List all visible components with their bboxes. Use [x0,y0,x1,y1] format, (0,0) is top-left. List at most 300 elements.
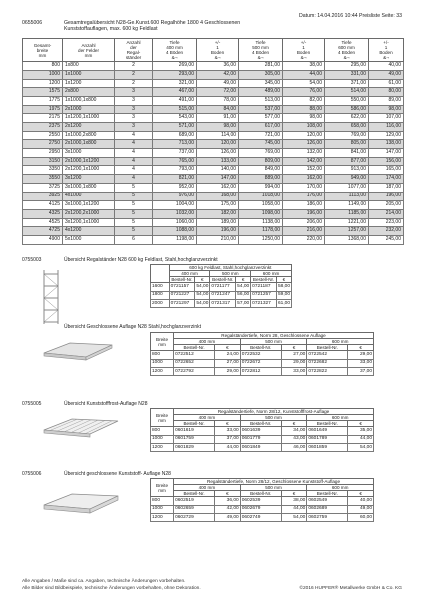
table-cell: 1221,00 [325,218,369,227]
table-cell: 1058,00 [239,201,283,210]
table-row [23,149,404,158]
table-row [23,70,404,79]
table-cell: 2x1200,2x1000 [63,209,115,218]
table-cell: 29,00 [281,359,307,367]
table-cell: 769,00 [325,131,369,140]
table-cell: 952,00 [153,183,197,192]
table-cell: 129,00 [369,131,404,140]
table-cell: 769,00 [239,149,283,158]
order-number-header: Bestell-Nr. [174,345,215,351]
table-cell: 33,00 [281,367,307,375]
table-cell: 40,00 [348,497,374,505]
table-cell: 0602679 [240,505,281,513]
table-cell: 38,00 [283,62,325,71]
table-cell: 120,00 [283,131,325,140]
table-cell: 4 [115,166,153,175]
table-cell: 162,00 [197,183,239,192]
table-row [23,88,404,97]
table-cell: 4325 [23,209,63,218]
table-row [151,497,374,505]
table-cell: 0721327 [251,299,277,307]
table-cell: 1138,00 [239,218,283,227]
table-cell: 1185,00 [325,209,369,218]
table-cell: 1250,00 [239,235,283,244]
table-cell: 0601849 [240,443,281,451]
section-3-table [150,408,374,452]
table-cell: 2x1000,1x800 [63,140,115,149]
table-cell: 0721157 [169,283,195,291]
table-cell: 186,00 [283,201,325,210]
table-cell: 140,00 [197,166,239,175]
table-cell: 3 [115,114,153,123]
table-cell: 196,00 [369,192,404,201]
table-row [151,351,374,359]
section-1-description: Übersicht Regalständer N28 600 kg Feldlast, Stahl,hochglanzverzinkt [64,257,218,263]
table-cell: 189,00 [197,218,239,227]
table-cell: 34,00 [281,427,307,435]
table-cell: 4125 [23,201,63,210]
table-cell: 206,00 [283,218,325,227]
table-cell: 2950 [23,149,63,158]
table-cell: 214,00 [369,209,404,218]
table-cell: 82,00 [283,96,325,105]
table-cell: 89,00 [369,96,404,105]
table-cell: 43,00 [281,435,307,443]
price-header: € [281,345,307,351]
table-cell: 293,00 [153,70,197,79]
table-cell: 0722682 [307,359,348,367]
table-row [151,299,292,307]
depth-header: 400 mm [174,485,241,491]
table-cell: 2 [115,62,153,71]
main-table-header-cell: +/- 1 Boden &¬ [369,39,404,62]
table-cell: 44,00 [215,443,241,451]
table-cell: 0601859 [307,443,348,451]
table-cell: 976,00 [153,192,197,201]
table-cell: 84,00 [197,105,239,114]
table-cell: 54,00 [281,513,307,521]
table-cell: 37,00 [215,435,241,443]
table-cell: 0601789 [307,435,348,443]
table-cell: 98,00 [283,114,325,123]
table-cell: 0602749 [240,513,281,521]
depth-header: 500 mm [240,485,307,491]
section-1-table [150,264,292,308]
table-cell: 132,00 [283,149,325,158]
table-row [151,435,374,443]
table-cell: 176,00 [283,192,325,201]
table-cell: 586,00 [325,105,369,114]
table-cell: 577,00 [239,114,283,123]
table-cell: 162,00 [283,175,325,184]
main-table-header-cell: +/- 1 Boden &¬ [283,39,325,62]
table-cell: 0722792 [174,367,215,375]
table-cell: 2375 [23,123,63,132]
shelf-ladder-image [38,268,68,326]
table-cell: 5 [115,209,153,218]
table-cell: 269,00 [153,62,197,71]
table-cell: 46,00 [281,443,307,451]
table-cell: 4525 [23,218,63,227]
table-cell: 1x1000,1x800 [63,96,115,105]
depth-header: 500 mm [210,271,251,277]
table-cell: 0721227 [169,291,195,299]
table-cell: 116,00 [369,123,404,132]
table-cell: 295,00 [325,62,369,71]
table-cell: 1775 [23,96,63,105]
table-cell: 1000 [23,70,63,79]
section-2-table [150,332,374,376]
table-row [151,283,292,291]
table-cell: 0722652 [174,359,215,367]
main-table-header-cell: Gesamt- breite mm [23,39,63,62]
table-cell: 1032,00 [153,209,197,218]
order-number-header: Bestell-Nr. [240,491,281,497]
table-cell: 0602659 [174,505,215,513]
table-cell: 689,00 [153,131,197,140]
table-cell: 170,00 [283,183,325,192]
depth-header: 400 mm [174,339,241,345]
sub-table-title: 600 kg Feldlast, Stahl,hochglanzverzinkt [169,265,291,271]
table-row [23,62,404,71]
table-cell: 0722812 [240,367,281,375]
price-header: € [215,421,241,427]
table-cell: 1088,00 [153,227,197,236]
table-cell: 0721247 [210,291,236,299]
table-cell: 3x1000,1x1200 [63,201,115,210]
section-1-article: 0755003 [22,257,42,263]
table-cell: 59,00 [277,292,290,298]
section-4-description: Übersicht geschlossene Kunststoff- Auflage N28 [64,471,171,477]
table-cell: 345,00 [239,79,283,88]
table-cell: 147,00 [197,175,239,184]
table-cell: 36,00 [215,497,241,505]
table-cell: 0602759 [307,513,348,521]
table-cell: 6 [115,235,153,244]
main-table-header-cell: Anzahl der Regal- ständer [115,39,153,62]
sub-table-title: Regalständertiefe, Norm 28, Geschlossene Auflage [174,333,374,339]
table-cell: 0602519 [174,497,215,505]
table-cell: 849,00 [239,166,283,175]
table-cell: 2x1200,1x1000 [63,166,115,175]
table-cell: 35,00 [348,427,374,435]
order-number-header: Bestell-Nr. [174,491,215,497]
table-cell: 182,00 [197,209,239,218]
table-cell: 0722532 [240,351,281,359]
table-cell: 3925 [23,192,63,201]
table-cell: 133,00 [197,157,239,166]
table-cell: 220,00 [283,235,325,244]
table-cell: 126,00 [197,149,239,158]
breite-header: Breite mm [151,333,174,351]
table-cell: 29,00 [348,351,374,359]
table-cell: 107,00 [369,114,404,123]
table-cell: 889,00 [239,175,283,184]
table-cell: 232,00 [369,227,404,236]
order-number-header: Bestell-Nr. [251,277,277,283]
depth-header: 500 mm [240,415,307,421]
table-cell: 3725 [23,183,63,192]
closed-plastic-shelf-image [38,488,122,518]
table-cell: 305,00 [239,70,283,79]
table-cell: 78,00 [197,96,239,105]
table-cell: 0722512 [174,351,215,359]
table-cell: 0601829 [174,443,215,451]
table-cell: 147,00 [369,149,404,158]
table-cell: 108,00 [283,123,325,132]
table-cell: 72,00 [197,88,239,97]
table-cell: 0601779 [240,435,281,443]
table-cell: 3x1000 [63,149,115,158]
table-cell: 61,00 [369,79,404,88]
table-row [23,79,404,88]
price-header: € [215,491,241,497]
table-cell: 2000 [151,299,170,307]
section-4-table [150,478,374,522]
section-3-description: Übersicht Kunststofffrost-Auflage N28 [64,401,148,407]
table-cell: 800 [23,62,63,71]
table-cell: 44,00 [348,435,374,443]
table-row [23,201,404,210]
table-cell: 210,00 [197,235,239,244]
table-cell: 805,00 [325,140,369,149]
table-cell: 5 [115,192,153,201]
table-cell: 4 [115,140,153,149]
table-cell: 515,00 [153,105,197,114]
table-cell: 3x1200 [63,175,115,184]
table-cell: 138,00 [369,140,404,149]
main-table-header-cell: Anzahl der Felder mm [63,39,115,62]
table-cell: 4900 [23,235,63,244]
depth-header: 600 mm [307,485,374,491]
table-cell: 0721297 [169,299,195,307]
table-cell: 24,00 [215,351,241,359]
table-row [23,131,404,140]
table-cell: 1x1200 [63,79,115,88]
table-cell: 0602689 [307,505,348,513]
table-cell: 821,00 [153,175,197,184]
table-cell: 3 [115,88,153,97]
table-cell: 126,00 [283,140,325,149]
table-cell: 543,00 [153,114,197,123]
table-cell: 2550 [23,131,63,140]
table-cell: 54,00 [196,300,209,306]
table-row [151,513,374,521]
table-cell: 1004,00 [153,201,197,210]
table-cell: 1000 [151,435,174,443]
table-cell: 800 [151,427,174,435]
section-3-article: 0755005 [22,401,42,407]
table-cell: 617,00 [239,123,283,132]
table-cell: 168,00 [197,192,239,201]
main-table-header-row [23,39,404,62]
table-cell: 37,00 [348,367,374,375]
table-cell: 1000 [151,505,174,513]
table-cell: 0601759 [174,435,215,443]
table-cell: 142,00 [283,157,325,166]
table-cell: 4 [115,131,153,140]
price-header: € [236,277,251,283]
footer-line-2: Alle Bilder sind Bildbeispiele, technische Änderungen vorbehalten, ohne Dekoration. [22,586,201,591]
table-cell: 765,00 [153,157,197,166]
table-cell: 1178,00 [239,227,283,236]
table-cell: 152,00 [283,166,325,175]
table-cell: 36,00 [197,62,239,71]
order-number-header: Bestell-Nr. [210,277,236,283]
table-cell: 4 [115,175,153,184]
table-cell: 54,00 [283,79,325,88]
table-cell: 27,00 [281,351,307,359]
table-cell: 58,00 [277,284,290,290]
table-cell: 54,00 [348,443,374,451]
table-cell: 1098,00 [239,209,283,218]
main-table-header-cell: Tiefe 600 mm 4 Böden &¬ [325,39,369,62]
price-header: € [281,491,307,497]
table-row [23,227,404,236]
corner-cell [151,265,170,283]
depth-header: 600 mm [307,339,374,345]
table-cell: 4 [115,157,153,166]
table-cell: 0601649 [307,427,348,435]
table-row [151,427,374,435]
table-row [23,105,404,114]
table-cell: 5x1000 [63,235,115,244]
table-cell: 0601619 [174,427,215,435]
table-cell: 514,00 [325,88,369,97]
table-cell: 281,00 [239,62,283,71]
table-cell: 2x1200 [63,123,115,132]
table-cell: 5 [115,218,153,227]
table-cell: 1257,00 [325,227,369,236]
table-row [23,235,404,244]
footer-line-1: Alle Angaben / Maße sind ca. Angaben, technische Änderungen vorbehalten. [22,579,186,584]
sub-table-title: Regalständertiefe, Norm 28/12, Geschlossene Kunststoff-Auflage [174,479,374,485]
footer-copyright: ©2016 HUPFER® Metallwerke GmbH & Co. KG [299,586,402,591]
table-cell: 40,00 [369,62,404,71]
price-header: € [276,277,291,283]
table-cell: 4x1000 [63,192,115,201]
table-cell: 1060,00 [153,218,197,227]
table-cell: 187,00 [369,183,404,192]
table-cell: 1198,00 [153,235,197,244]
table-row [23,157,404,166]
table-cell: 196,00 [283,209,325,218]
table-cell: 2 [115,70,153,79]
table-cell: 2 [115,79,153,88]
table-cell: 88,00 [283,105,325,114]
table-cell: 165,00 [369,166,404,175]
order-number-header: Bestell-Nr. [174,421,215,427]
table-cell: 809,00 [239,157,283,166]
table-cell: 658,00 [325,123,369,132]
table-cell: 196,00 [197,227,239,236]
table-cell: 793,00 [153,166,197,175]
table-cell: 800 [151,351,174,359]
table-cell: 321,00 [153,79,197,88]
table-cell: 622,00 [325,114,369,123]
table-cell: 33,00 [348,359,374,367]
table-cell: 537,00 [239,105,283,114]
table-cell: 56,00 [237,292,250,298]
table-cell: 4 [115,149,153,158]
breite-header: Breite mm [151,409,174,427]
table-cell: 54,00 [237,284,250,290]
table-cell: 245,00 [369,235,404,244]
table-cell: 1x1200,1x1000 [63,114,115,123]
sub-table-title: Regalständertiefe, Norm 28/12, Kunststofffrost-Auflage [174,409,374,415]
price-header: € [348,345,374,351]
table-cell: 1077,00 [325,183,369,192]
table-cell: 3550 [23,175,63,184]
table-cell: 0601639 [240,427,281,435]
table-cell: 713,00 [153,140,197,149]
table-cell: 54,00 [196,292,209,298]
table-cell: 1975 [23,105,63,114]
table-cell: 80,00 [369,88,404,97]
table-cell: 175,00 [197,201,239,210]
table-cell: 721,00 [239,131,283,140]
price-header: € [195,277,210,283]
table-cell: 2750 [23,140,63,149]
table-cell: 371,00 [325,79,369,88]
main-table-header-cell: Tiefe 400 mm 4 Böden &¬ [153,39,197,62]
price-header: € [348,421,374,427]
table-row [151,359,374,367]
table-row [23,183,404,192]
price-header: € [348,491,374,497]
table-cell: 745,00 [239,140,283,149]
table-row [151,443,374,451]
table-cell: 49,00 [348,505,374,513]
table-cell: 5 [115,201,153,210]
table-cell: 913,00 [325,166,369,175]
table-cell: 49,00 [215,513,241,521]
table-cell: 4725 [23,227,63,236]
table-cell: 44,00 [283,70,325,79]
table-cell: 800 [151,497,174,505]
table-cell: 841,00 [325,149,369,158]
table-cell: 54,00 [196,284,209,290]
table-cell: 3 [115,105,153,114]
table-cell: 1113,00 [325,192,369,201]
table-cell: 91,00 [197,114,239,123]
table-row [23,123,404,132]
table-cell: 114,00 [197,131,239,140]
table-cell: 0722672 [240,359,281,367]
section-2-description: Übersicht Geschlossene Auflage N28 Stahl,hochglanzverzinkt [64,324,202,330]
table-row [151,367,374,375]
table-cell: 2x1000,1x1200 [63,157,115,166]
table-cell: 29,00 [215,367,241,375]
header-article: 0655006 [22,20,43,26]
table-cell: 76,00 [283,88,325,97]
table-row [23,192,404,201]
table-cell: 61,00 [277,300,290,306]
table-cell: 5 [115,183,153,192]
closed-shelf-image [38,337,116,363]
table-cell: 0602549 [307,497,348,505]
table-cell: 1149,00 [325,201,369,210]
table-cell: 331,00 [325,70,369,79]
table-cell: 571,00 [153,123,197,132]
depth-header: 400 mm [174,415,241,421]
plastic-grid-shelf-image [38,413,122,441]
order-number-header: Bestell-Nr. [307,421,348,427]
table-cell: 4x1200 [63,227,115,236]
table-cell: 0721257 [251,291,277,299]
table-cell: 1200 [151,443,174,451]
table-cell: 737,00 [153,149,197,158]
